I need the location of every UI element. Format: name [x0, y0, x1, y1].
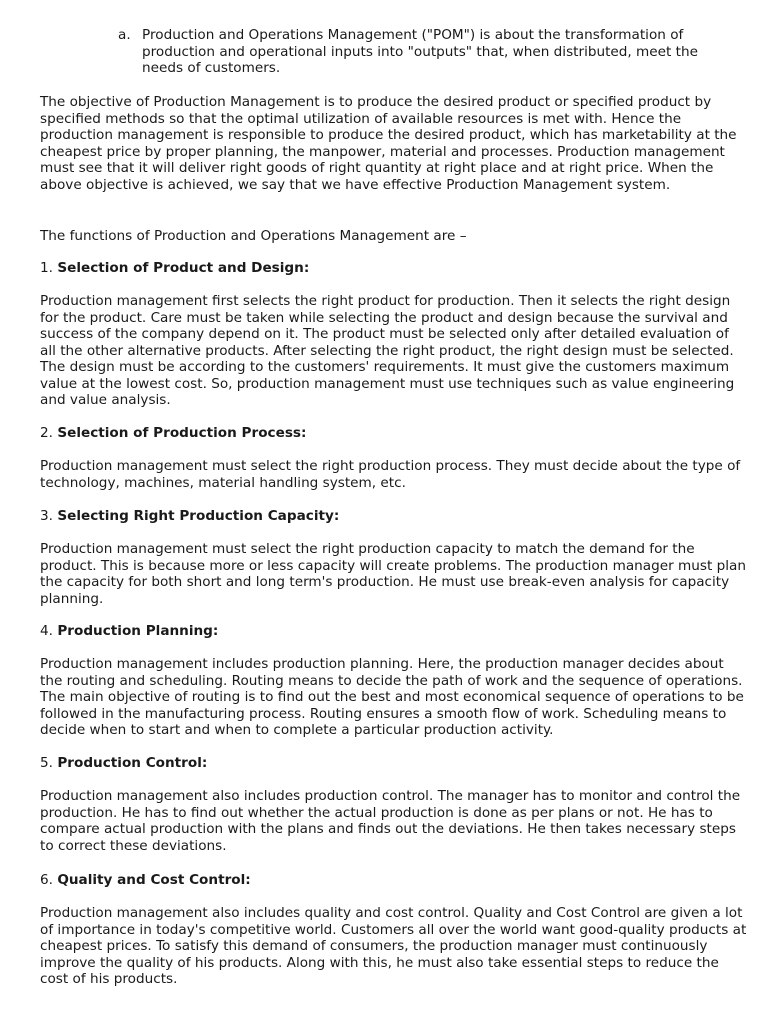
- section-heading: [40, 872, 740, 889]
- section-title: Production Control:: [57, 755, 208, 771]
- functions-intro: The functions of Production and Operations Management are –: [40, 228, 467, 244]
- section-number: 1.: [40, 260, 53, 276]
- section-number: 5.: [40, 755, 53, 771]
- section-body: Production management must select the right production process. They must decide about the type of technology, machines, material handling system, etc.: [40, 458, 741, 491]
- section-heading: [40, 508, 740, 525]
- section-number: 6.: [40, 872, 53, 888]
- section-body: Production management includes production planning. Here, the production manager decides about the routing and scheduling. Routing means to decide the path of work and the sequence of operations. The main objective of routing is to find out the best and most economical sequence of operations to be followed in the manufacturing process. Routing ensures a smooth flow of work. Scheduling means to decide when to start and when to complete a particular production activity.: [40, 656, 744, 738]
- section-heading: [40, 260, 740, 277]
- section-title: Selecting Right Production Capacity:: [57, 508, 340, 524]
- intro-list-item: [118, 27, 718, 77]
- section-body: Production management also includes quality and cost control. Quality and Cost Control are given a lot of importance in today's competitive world. Customers all over the world want good-quality products at cheapest prices. To satisfy this demand of consumers, the production manager must continuously improve the quality of his products. Along with this, he must also take essential steps to reduce the cost of his products.: [40, 905, 747, 987]
- section-number: 2.: [40, 425, 53, 441]
- section-heading: [40, 755, 740, 772]
- list-marker: a.: [118, 27, 131, 43]
- section-title: Selection of Production Process:: [57, 425, 307, 441]
- section-title: Quality and Cost Control:: [57, 872, 251, 888]
- section-number: 4.: [40, 623, 53, 639]
- list-item-text: Production and Operations Management ("POM") is about the transformation of production and operational inputs into "outputs" that, when distributed, meet the needs of customers.: [142, 27, 698, 76]
- section-heading: [40, 623, 740, 640]
- section-number: 3.: [40, 508, 53, 524]
- section-body: Production management also includes production control. The manager has to monitor and control the production. He has to find out whether the actual production is done as per plans or not. He has to compare actual production with the plans and finds out the deviations. He then takes necessary steps to correct these deviations.: [40, 788, 741, 854]
- section-body: Production management must select the right production capacity to match the demand for the product. This is because more or less capacity will create problems. The production manager must plan the capacity for both short and long term's production. He must use break-even analysis for capacity planning.: [40, 541, 746, 607]
- objective-paragraph: The objective of Production Management is to produce the desired product or specified product by specified methods so that the optimal utilization of available resources is met with. Hence the production management is responsible to produce the desired product, which has marketability at the cheapest price by proper planning, the manpower, material and processes. Production management must see that it will deliver right goods of right quantity at right place and at right price. When the above objective is achieved, we say that we have effective Production Management system.: [40, 94, 737, 193]
- section-title: Production Planning:: [57, 623, 219, 639]
- section-title: Selection of Product and Design:: [57, 260, 310, 276]
- section-body: Production management first selects the right product for production. Then it selects the right design for the product. Care must be taken while selecting the product and design because the survival and success of the company depend on it. The product must be selected only after detailed evaluation of all the other alternative products. After selecting the right product, the right design must be selected. The design must be according to the customers' requirements. It must give the customers maximum value at the lowest cost. So, production management must use techniques such as value engineering and value analysis.: [40, 293, 735, 408]
- section-heading: [40, 425, 740, 442]
